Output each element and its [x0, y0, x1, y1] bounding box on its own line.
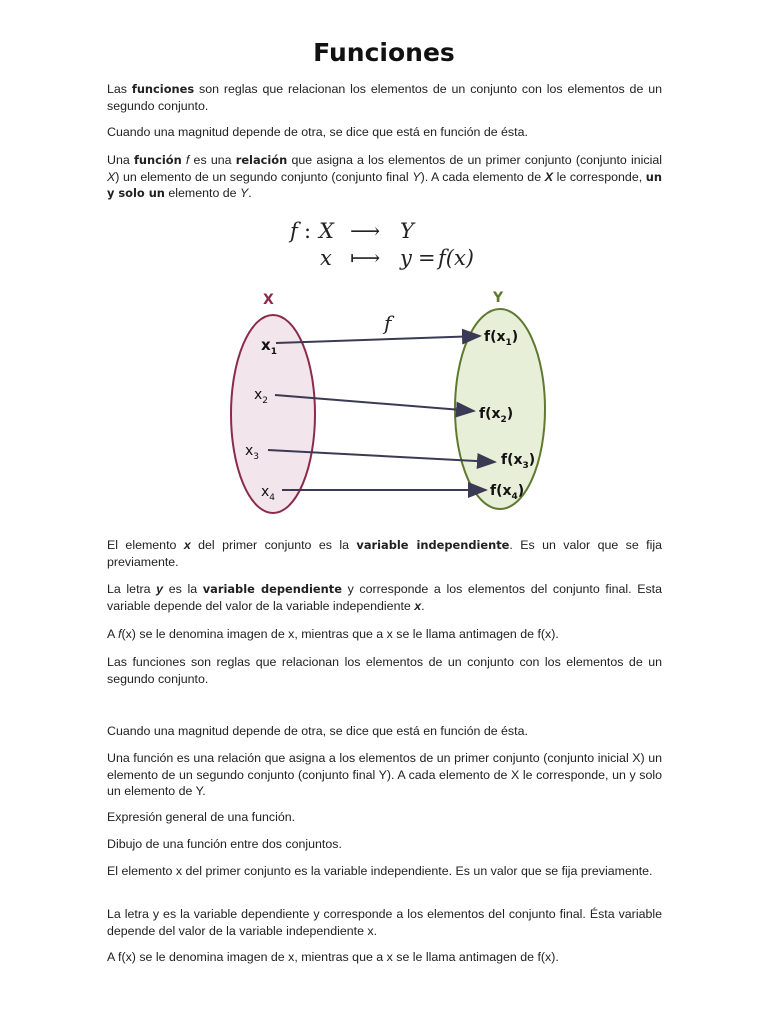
paragraph-independent-variable: El elemento x del primer conjunto es la variable independiente. Es un valor que se fija previamente. — [107, 538, 662, 569]
formula-f: f — [290, 219, 298, 243]
paragraph-repeat-independent: El elemento x del primer conjunto es la variable independiente. Es un valor que se fija previamente. — [107, 864, 653, 878]
formula-equals: = — [418, 246, 436, 270]
codomain-element-fx2: $f(x_2)$ — [479, 406, 514, 425]
paragraph-repeat-relation: Una función es una relación que asigna a los elementos de un primer conjunto (conjunto inicial X) un elemento de un segundo conjunto (conjunto final Y). A cada elemento de X le corresponde, un y solo un elemento de Y. — [107, 751, 662, 798]
formula-set-y: Y — [400, 219, 414, 243]
paragraph-function-relation: Una función f es una relación que asigna a los elementos de un primer conjunto (conjunto inicial X) un elemento de un segundo conjunto (conjunto final Y). A cada elemento de X le corresponde, un y solo un elemento de Y. — [107, 153, 662, 200]
formula-mapsto: ⟼ — [350, 246, 381, 270]
paragraph-general-expression: Expresión general de una función. — [107, 810, 296, 824]
set-x-label: X — [263, 292, 274, 308]
formula-arrow: ⟶ — [350, 219, 381, 243]
formula-x: x — [320, 246, 332, 270]
codomain-element-fx4: $f(x_4)$ — [490, 483, 525, 502]
paragraph-definition: Las funciones son reglas que relacionan los elementos de un conjunto con los elementos de un segundo conjunto. — [107, 82, 662, 113]
function-formula — [288, 219, 474, 270]
mapping-arrow-1 — [276, 336, 480, 343]
codomain-element-fx3: $f(x_3)$ — [501, 452, 536, 471]
paragraph-magnitude: Cuando una magnitud depende de otra, se dice que está en función de ésta. — [107, 125, 528, 139]
codomain-element-fx1: $f(x_1)$ — [484, 329, 519, 348]
formula-set-x: X — [319, 219, 334, 243]
formula-y: y — [400, 246, 412, 270]
paragraph-image: A f(x) se le denomina imagen de x, mientras que a x se le llama antimagen de f(x). — [107, 627, 559, 641]
paragraph-repeat-magnitude: Cuando una magnitud depende de otra, se dice que está en función de ésta. — [107, 724, 528, 738]
set-y-label: Y — [493, 290, 504, 306]
paragraph-dependent-variable: La letra y es la variable dependiente y corresponde a los elementos del conjunto final. Esta variable depende del valor de la variable independiente x. — [107, 582, 663, 613]
paragraph-repeat-image: A f(x) se le denomina imagen de x, mientras que a x se le llama antimagen de f(x). — [107, 950, 559, 964]
domain-element-x4: $x_4$ — [261, 484, 276, 503]
formula-fx: f(x) — [438, 246, 475, 270]
set-x-ellipse — [231, 315, 315, 513]
domain-element-x1: $x_1$ — [261, 336, 277, 357]
domain-element-x3: $x_3$ — [245, 443, 260, 462]
paragraph-drawing: Dibujo de una función entre dos conjuntos. — [107, 837, 342, 851]
paragraph-repeat-dependent: La letra y es la variable dependiente y corresponde a los elementos del conjunto final. Ésta variable depende del valor de la variable independiente x. — [107, 907, 662, 938]
domain-element-x2: $x_2$ — [254, 387, 269, 406]
formula-colon: : — [304, 219, 312, 243]
function-f-label: f — [384, 311, 392, 335]
page-title: Funciones — [313, 38, 455, 67]
paragraph-repeat-definition: Las funciones son reglas que relacionan los elementos de un conjunto con los elementos de un segundo conjunto. — [107, 655, 662, 686]
